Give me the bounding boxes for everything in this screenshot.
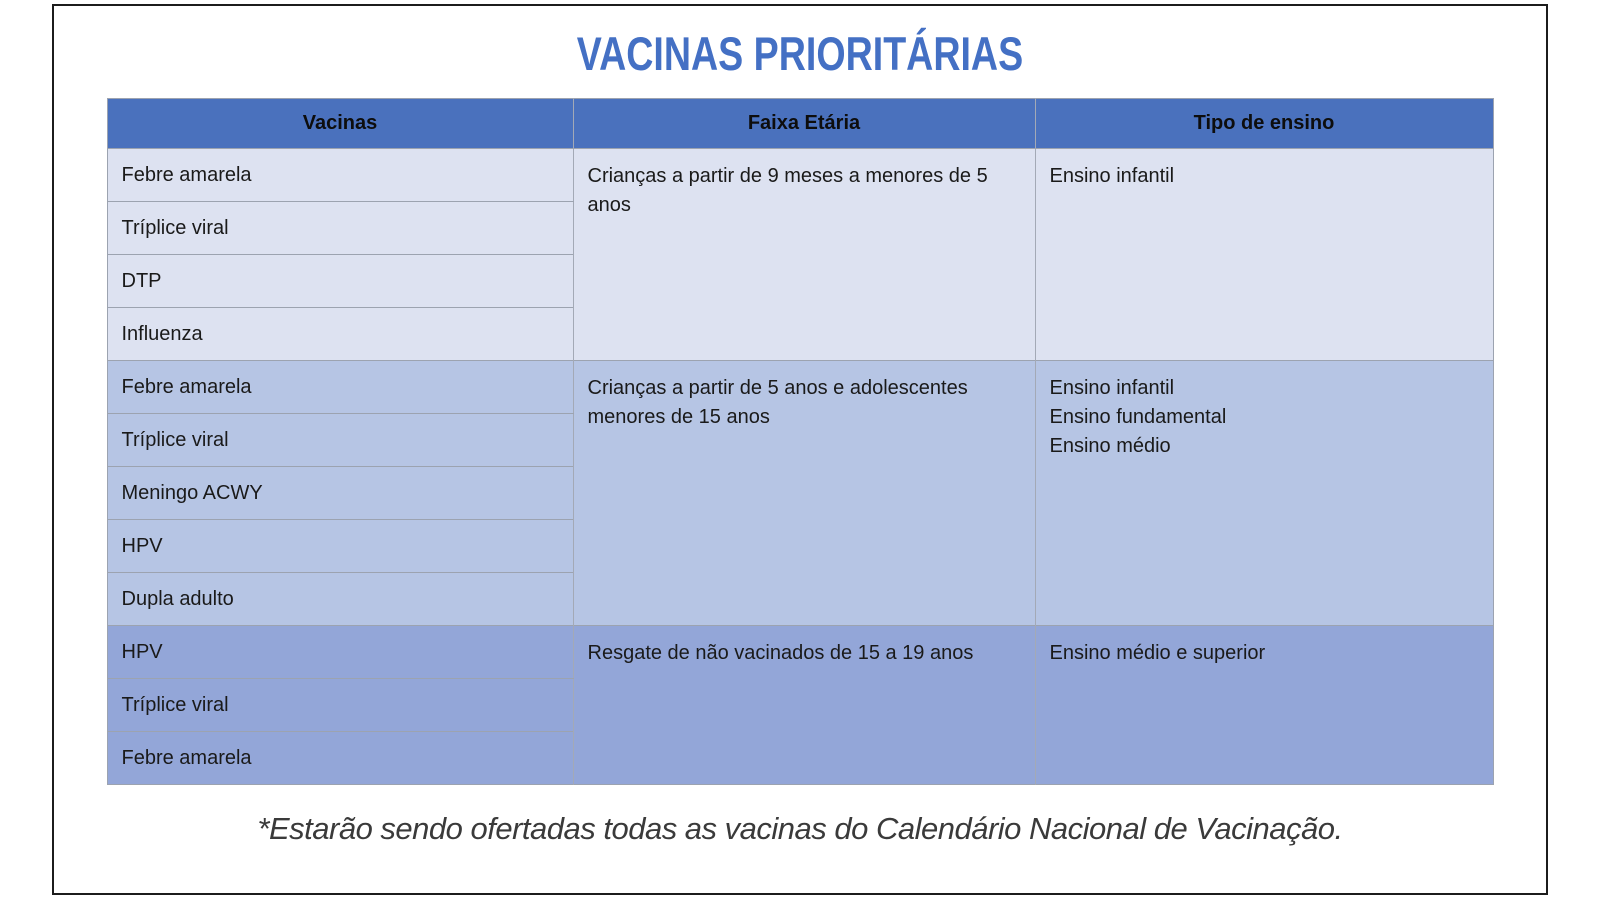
col-header-tipo-ensino: Tipo de ensino (1035, 99, 1493, 149)
vaccine-cell: Febre amarela (107, 149, 573, 202)
vaccine-cell: Meningo ACWY (107, 467, 573, 520)
footnote: *Estarão sendo ofertadas todas as vacinas do Calendário Nacional de Vacinação. (257, 811, 1343, 846)
vaccine-cell: HPV (107, 520, 573, 573)
title-wrap (54, 26, 1546, 82)
vaccine-cell: Dupla adulto (107, 573, 573, 626)
content-panel (52, 4, 1548, 895)
education-line: Ensino médio (1049, 435, 1171, 457)
vaccines-table (107, 98, 1494, 785)
education-line: Ensino infantil (1049, 377, 1175, 399)
education-cell (1035, 361, 1493, 626)
education-line: Ensino infantil (1049, 165, 1175, 187)
col-header-faixa-etaria: Faixa Etária (573, 99, 1035, 149)
page-title: VACINAS PRIORITÁRIAS (576, 27, 1024, 80)
vaccine-cell: Tríplice viral (107, 414, 573, 467)
col-header-vacinas: Vacinas (107, 99, 573, 149)
table-row (107, 149, 1493, 202)
education-cell (1035, 149, 1493, 361)
age-range-cell: Resgate de não vacinados de 15 a 19 anos (573, 626, 1035, 785)
vaccine-cell: Febre amarela (107, 732, 573, 785)
education-cell (1035, 626, 1493, 785)
vaccine-cell: DTP (107, 255, 573, 308)
age-range-cell: Crianças a partir de 5 anos e adolescentes menores de 15 anos (573, 361, 1035, 626)
vaccine-cell: HPV (107, 626, 573, 679)
group-2 (107, 361, 1493, 626)
group-1 (107, 149, 1493, 361)
vaccine-cell: Febre amarela (107, 361, 573, 414)
vaccine-cell: Tríplice viral (107, 202, 573, 255)
education-line: Ensino fundamental (1049, 406, 1227, 428)
table-row (107, 626, 1493, 679)
group-3 (107, 626, 1493, 785)
table-row (107, 361, 1493, 414)
age-range-cell: Crianças a partir de 9 meses a menores de 5 anos (573, 149, 1035, 361)
vaccine-cell: Influenza (107, 308, 573, 361)
vaccine-cell: Tríplice viral (107, 679, 573, 732)
education-line: Ensino médio e superior (1049, 642, 1266, 664)
header-row (107, 99, 1493, 149)
